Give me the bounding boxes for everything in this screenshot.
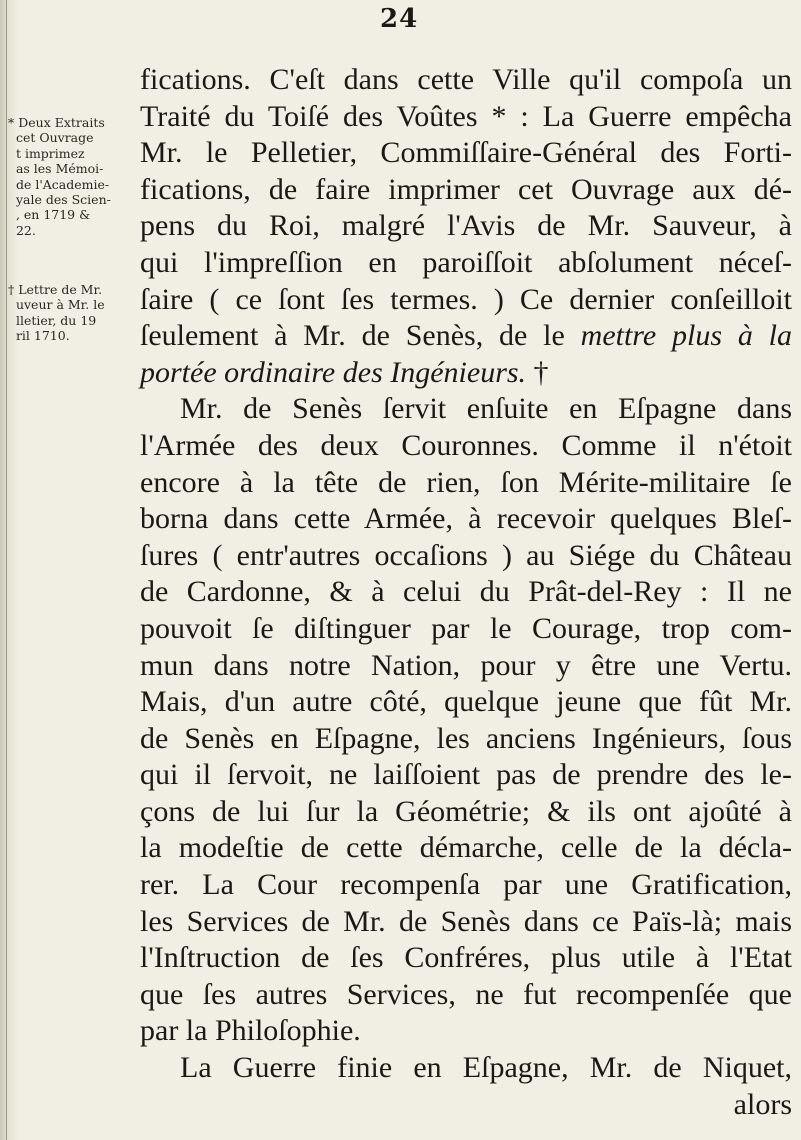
text-line-20: qui il ſervoit, ne laiſſoient pas de prendre des le-: [140, 758, 792, 792]
footnote-dagger-mark: †: [526, 355, 549, 389]
text-line-27: par la Philoſophie.: [140, 1014, 361, 1048]
text-line-13: borna dans cette Armée, à recevoir quelques Bleſ-: [140, 502, 792, 536]
text-line-3: Mr. le Pelletier, Commiſſaire-Général des Forti-: [140, 136, 792, 170]
text-line-2: Traité du Toiſé des Voûtes * : La Guerre empêcha: [140, 99, 792, 133]
text-line-21: çons de lui ſur la Géométrie; & ils ont ajoûté à: [140, 794, 792, 828]
margin-notes: [0, 0, 135, 1140]
text-line-8-italic: mettre plus à la: [580, 319, 792, 353]
text-line-7: ſaire ( ce ſont ſes termes. ) Ce dernier conſeilloit: [140, 282, 792, 316]
page-number: 24: [380, 4, 419, 34]
text-line-28: La Guerre finie en Eſpagne, Mr. de Niquet,: [180, 1051, 792, 1085]
text-line-8: [140, 318, 792, 355]
catchword: alors: [733, 1087, 792, 1121]
text-line-17: mun dans notre Nation, pour y être une Vertu.: [140, 648, 792, 682]
margin-note-lettre: † Lettre de Mr. uveur à Mr. le lletier, du 19 ril 1710.: [8, 282, 105, 344]
main-text-block: [140, 62, 792, 1123]
text-line-8-roman: ſeulement à Mr. de Senès, de le: [140, 319, 581, 353]
text-line-15: de Cardonne, & à celui du Prât-del-Rey : Il ne: [140, 575, 792, 609]
text-line-1: fications. C'eſt dans cette Ville qu'il compoſa un: [140, 63, 792, 96]
text-line-12: encore à la tête de rien, ſon Mérite-militaire ſe: [140, 465, 792, 499]
margin-note-extraits: * Deux Extraits cet Ouvrage t imprimez as les Mémoi- de l'Academie- yale des Scien- , en 1719 & 22.: [8, 115, 111, 238]
text-line-5: pens du Roi, malgré l'Avis de Mr. Sauveur, à: [140, 209, 792, 243]
text-line-22: la modeſtie de cette démarche, celle de la décla-: [140, 831, 792, 865]
text-line-9: [140, 355, 792, 392]
text-line-19: de Senès en Eſpagne, les anciens Ingénieurs, ſous: [140, 721, 792, 755]
text-line-26: que ſes autres Services, ne fut recompenſée que: [140, 977, 792, 1011]
text-line-24: les Services de Mr. de Senès dans ce Païs-là; mais: [140, 904, 792, 938]
text-line-25: l'Inſtruction de ſes Confréres, plus utile à l'Etat: [140, 941, 792, 975]
text-line-6: qui l'impreſſion en paroiſſoit abſolument néceſ-: [140, 245, 792, 279]
text-line-9-italic: portée ordinaire des Ingénieurs.: [140, 355, 527, 389]
text-line-10: Mr. de Senès ſervit enſuite en Eſpagne dans: [180, 392, 792, 426]
text-line-23: rer. La Cour recompenſa par une Gratification,: [140, 868, 792, 902]
text-line-16: pouvoit ſe diſtinguer par le Courage, trop com-: [140, 611, 792, 645]
text-line-18: Mais, d'un autre côté, quelque jeune que fût Mr.: [140, 685, 792, 719]
text-line-14: ſures ( entr'autres occaſions ) au Siége du Château: [140, 538, 792, 572]
text-line-4: fications, de faire imprimer cet Ouvrage aux dé-: [140, 172, 792, 206]
text-line-11: l'Armée des deux Couronnes. Comme il n'étoit: [140, 428, 792, 462]
